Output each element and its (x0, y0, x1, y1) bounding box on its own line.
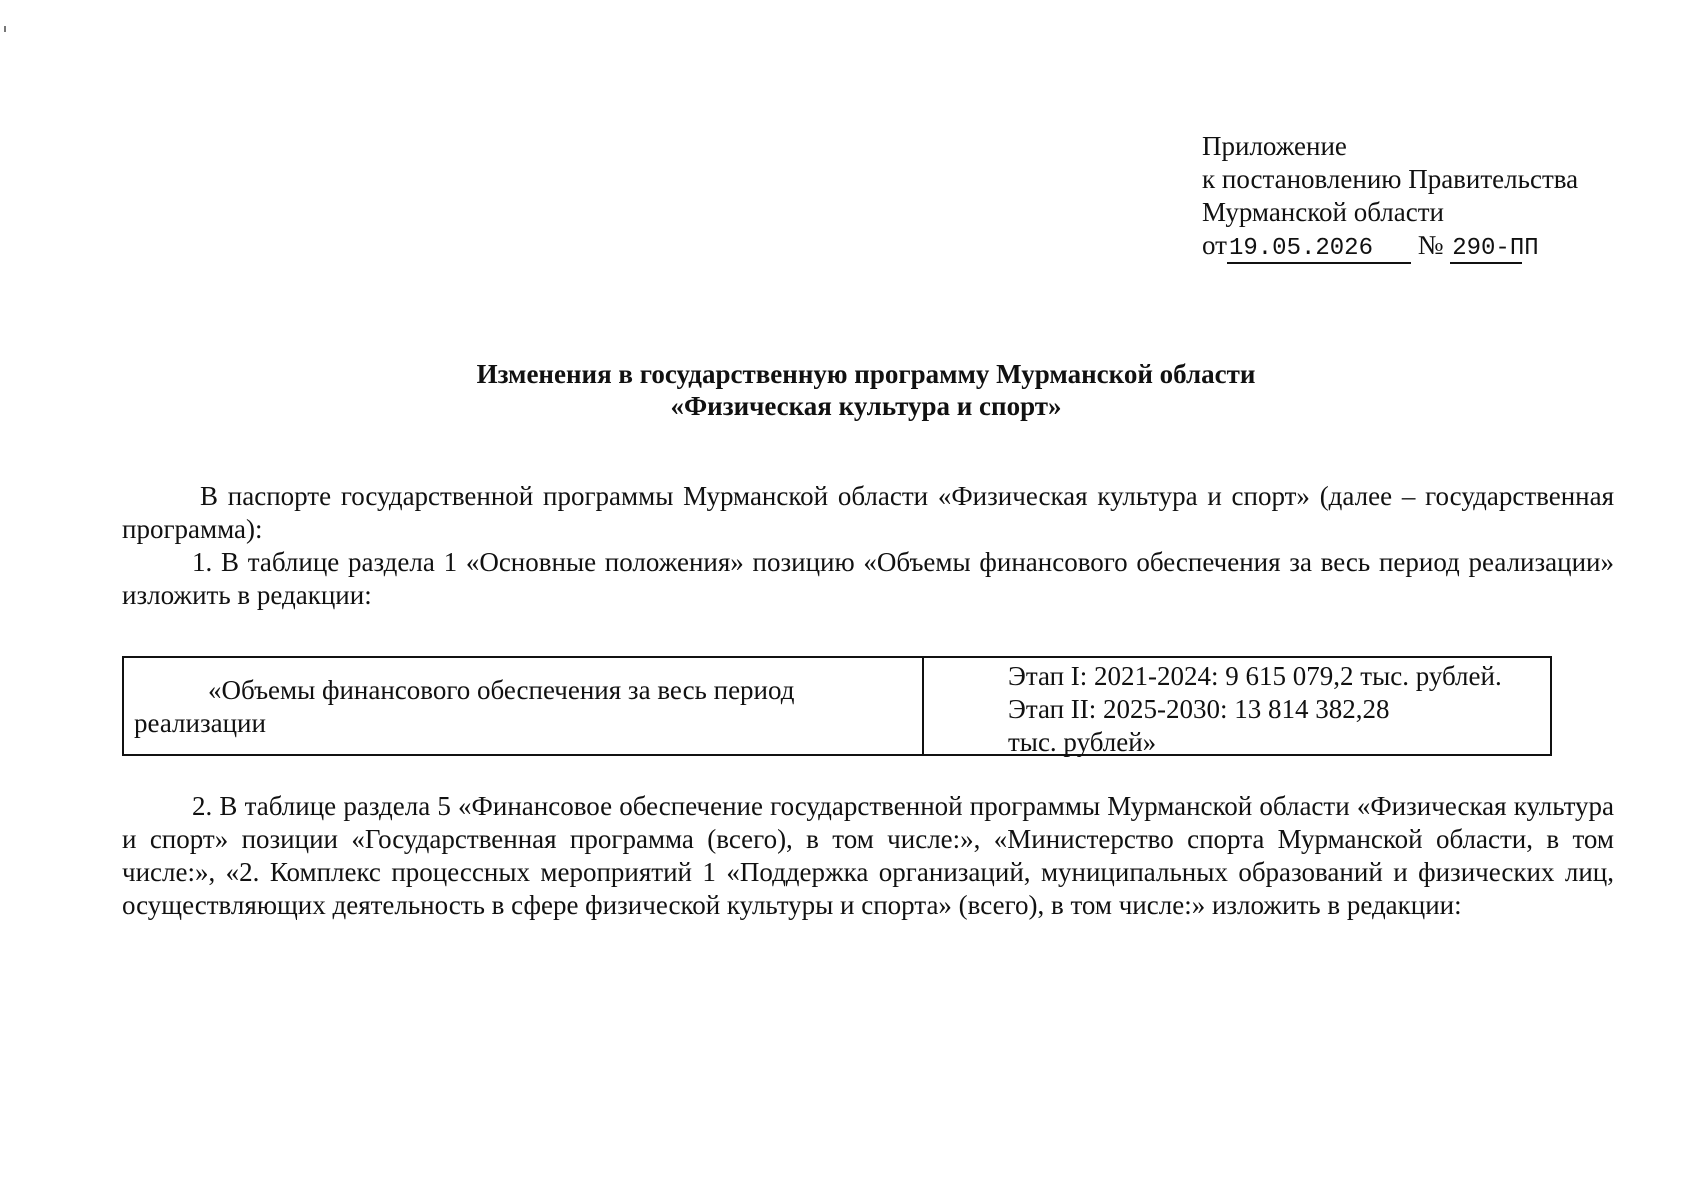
stage-2-amount-unit: тыс. рублей» (1008, 727, 1157, 757)
date-prefix: от (1202, 230, 1227, 260)
stage-2-amount: Этап II: 2025-2030: 13 814 382,28 (1008, 694, 1390, 724)
number-value: 290-ПП (1452, 235, 1539, 262)
appendix-date-number-line (1202, 229, 1622, 264)
appendix-line-2: к постановлению Правительства (1202, 164, 1579, 194)
date-value: 19.05.2026 (1228, 235, 1373, 262)
table-cell-position (124, 658, 924, 754)
paragraph-intro: В паспорте государственной программы Мурманской области «Физическая культура и спорт» (далее – государственная программа): (122, 481, 1614, 544)
appendix-line-1: Приложение (1202, 131, 1347, 161)
table-cell-position-text: «Объемы финансового обеспечения за весь период реализации (134, 675, 795, 738)
title-line-2: «Физическая культура и спорт» (670, 391, 1062, 421)
paragraph-item-1: 1. В таблице раздела 1 «Основные положения» позицию «Объемы финансового обеспечения за весь период реализации» изложить в редакции: (122, 547, 1614, 610)
number-prefix: № (1417, 230, 1444, 260)
date-field (1227, 232, 1411, 264)
paragraph-item-2: 2. В таблице раздела 5 «Финансовое обеспечение государственной программы Мурманской области «Физическая культура и спорт» позиции «Государственная программа (всего), в том числе:», «Министерство спорта Мурманской области, в том числе:», «2. Комплекс процессных мероприятий 1 «Поддержка организаций, муниципальных образований и физических лиц, осуществляющих деятельность в сфере физической культуры и спорта» (всего), в том числе:» изложить в редакции: (122, 791, 1614, 920)
number-field (1450, 232, 1539, 264)
scan-mark (4, 26, 6, 32)
appendix-line-3: Мурманской области (1202, 197, 1444, 227)
appendix-block (1202, 130, 1622, 264)
table-cell-amounts (924, 658, 1550, 757)
financing-table (122, 656, 1552, 756)
stage-1-amount: Этап I: 2021-2024: 9 615 079,2 тыс. рублей. (1008, 661, 1502, 691)
document-title (220, 358, 1512, 422)
title-line-1: Изменения в государственную программу Мурманской области (476, 359, 1256, 389)
